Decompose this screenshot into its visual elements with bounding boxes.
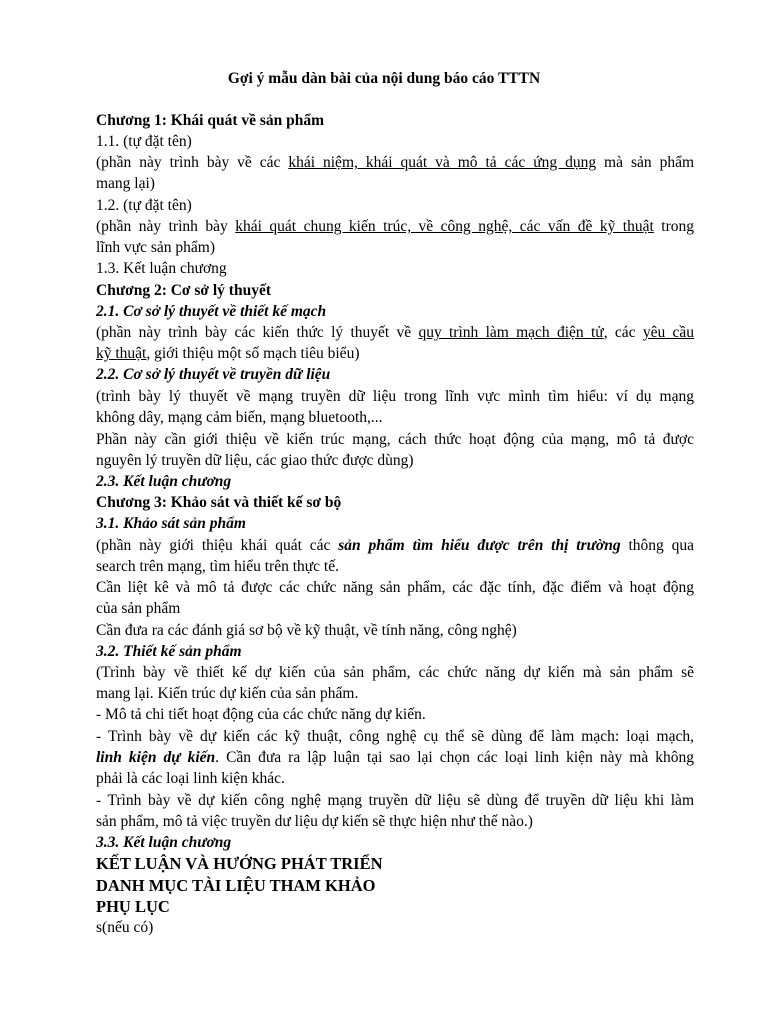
section-2-1: 2.1. Cơ sở lý thuyết về thiết kế mạch <box>96 303 327 320</box>
document-title: Gợi ý mẫu dàn bài của nội dung báo cáo TTTN <box>227 70 541 87</box>
emphasized-text: linh kiện dự kiến <box>96 749 216 766</box>
section-3-1: 3.1. Khảo sát sản phẩm <box>96 515 246 532</box>
paragraph-3-1b-line-1: Cần liệt kê và mô tả được các chức năng sản phẩm, các đặc tính, đặc điểm và hoạt động <box>96 579 694 596</box>
references-heading: DANH MỤC TÀI LIỆU THAM KHẢO <box>96 876 376 895</box>
section-3-2: 3.2. Thiết kế sản phẩm <box>96 643 242 660</box>
section-1-3: 1.3. Kết luận chương <box>96 260 227 277</box>
text-run: trong <box>653 218 695 235</box>
text-run: , các <box>603 324 643 341</box>
text-run: thông qua <box>620 537 695 554</box>
text-run: . Cần đưa ra lập luận tại sao lại chọn các loại linh kiện này mà không <box>215 749 694 766</box>
paragraph-3-2b: - Mô tả chi tiết hoạt động của các chức năng dự kiến. <box>96 706 426 723</box>
text-run: (phần này trình bày về các <box>96 154 289 171</box>
paragraph-3-2c-line-3: phải là các loại linh kiện khác. <box>96 770 285 787</box>
paragraph-2-1-line-2 <box>96 343 694 364</box>
paragraph-2-2-line-1: (trình bày lý thuyết về mạng truyền dữ liệu trong lĩnh vực mình tìm hiểu: ví dụ mạng <box>96 388 694 405</box>
text-run: , giới thiệu một số mạch tiêu biểu) <box>146 345 360 362</box>
emphasized-text: sản phẩm tìm hiểu được trên thị trường <box>338 537 621 554</box>
appendix-note: s(nếu có) <box>96 919 154 936</box>
paragraph-3-2c-line-2 <box>96 747 694 768</box>
text-run: (phần này trình bày các kiến thức lý thuyết về <box>96 324 419 341</box>
paragraph-3-1-line-1 <box>96 535 694 556</box>
paragraph-3-2c-line-1: - Trình bày về dự kiến các kỹ thuật, công nghệ cụ thể sẽ dùng để làm mạch: loại mạch, <box>96 728 694 745</box>
underlined-text: kỹ thuật <box>96 345 147 362</box>
paragraph-3-2-line-1: (Trình bày về thiết kế dự kiến của sản phẩm, các chức năng dự kiến mà sản phẩm sẽ <box>96 664 694 681</box>
underlined-text: quy trình làm mạch điện tử <box>418 324 604 341</box>
section-2-2: 2.2. Cơ sở lý thuyết về truyền dữ liệu <box>96 366 331 383</box>
paragraph-3-2-line-2: mang lại. Kiến trúc dự kiến của sản phẩm. <box>96 685 359 702</box>
paragraph-2-1-line-1 <box>96 322 694 343</box>
underlined-text: yêu cầu <box>642 324 695 341</box>
section-3-3: 3.3. Kết luận chương <box>96 834 232 851</box>
chapter-1-heading: Chương 1: Khái quát về sản phẩm <box>96 112 325 129</box>
underlined-text: khái niệm, khái quát và mô tả các ứng dụng <box>288 154 597 171</box>
chapter-2-heading: Chương 2: Cơ sở lý thuyết <box>96 282 271 299</box>
text-run: (phần này trình bày <box>96 218 236 235</box>
paragraph-3-2d-line-1: - Trình bày về dự kiến công nghệ mạng truyền dữ liệu sẽ dùng để truyền dữ liệu khi làm <box>96 792 694 809</box>
appendix-heading: PHỤ LỤC <box>96 897 170 916</box>
paragraph-2-2b-line-1: Phần này cần giới thiệu về kiến trúc mạng, cách thức hoạt động của mạng, mô tả được <box>96 431 694 448</box>
paragraph-3-1b-line-2: của sản phẩm <box>96 600 181 617</box>
text-run: mà sản phẩm <box>596 154 695 171</box>
conclusion-heading: KẾT LUẬN VÀ HƯỚNG PHÁT TRIỂN <box>96 854 383 873</box>
paragraph-3-1-line-2: search trên mạng, tìm hiểu trên thực tế. <box>96 558 339 575</box>
section-2-3: 2.3. Kết luận chương <box>96 473 232 490</box>
paragraph-1-1-line-2: mang lại) <box>96 175 155 192</box>
paragraph-3-2d-line-2: sản phẩm, mô tả việc truyền dư liệu dự kiến sẽ thực hiện như thế nào.) <box>96 813 533 830</box>
underlined-text: khái quát chung kiến trúc, về công nghệ, các vấn đề kỹ thuật <box>235 218 654 235</box>
section-1-1: 1.1. (tự đặt tên) <box>96 133 192 150</box>
text-run: (phần này giới thiệu khái quát các <box>96 537 339 554</box>
paragraph-1-2-line-2: lĩnh vực sản phẩm) <box>96 239 216 256</box>
paragraph-1-2-line-1 <box>96 216 694 237</box>
paragraph-1-1-line-1 <box>96 152 694 173</box>
chapter-3-heading: Chương 3: Khảo sát và thiết kế sơ bộ <box>96 494 342 511</box>
paragraph-2-2-line-2: không dây, mạng cảm biến, mạng bluetooth,... <box>96 409 383 426</box>
paragraph-2-2b-line-2: nguyên lý truyền dữ liệu, các giao thức được dùng) <box>96 452 414 469</box>
section-1-2: 1.2. (tự đặt tên) <box>96 197 192 214</box>
paragraph-3-1c: Cần đưa ra các đánh giá sơ bộ về kỹ thuật, về tính năng, công nghệ) <box>96 622 517 639</box>
